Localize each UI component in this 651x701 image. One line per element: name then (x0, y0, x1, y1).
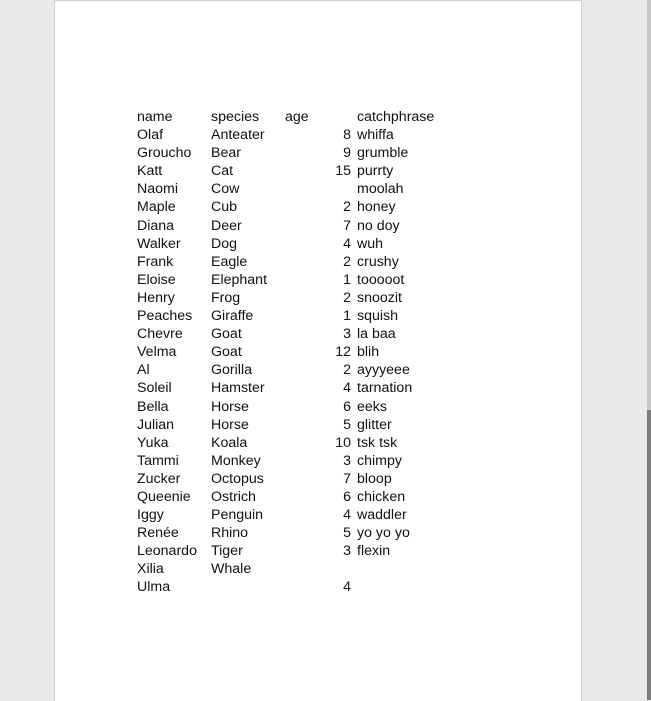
cell-species: Cat (211, 163, 234, 180)
cell-age: 6 (343, 488, 351, 505)
cell-species: Anteater (211, 127, 265, 144)
cell-name: Bella (137, 398, 169, 415)
cell-name: Chevre (137, 326, 183, 343)
cell-age: 6 (343, 398, 351, 415)
cell-catchphrase: crushy (357, 253, 399, 270)
cell-name: Henry (137, 289, 175, 306)
scrollbar[interactable] (647, 0, 651, 700)
cell-catchphrase: bloop (357, 470, 392, 487)
header-species: species (211, 109, 260, 125)
cell-species: Horse (211, 398, 249, 415)
cell-catchphrase: moolah (357, 181, 404, 198)
cell-name: Peaches (137, 308, 193, 325)
cell-catchphrase: honey (357, 199, 396, 216)
cell-species: Goat (211, 326, 242, 343)
cell-age: 2 (343, 253, 351, 270)
cell-species: Giraffe (211, 308, 254, 325)
cell-catchphrase: yo yo yo (357, 525, 410, 542)
cell-name: Renée (137, 525, 179, 542)
cell-name: Diana (137, 217, 175, 234)
cell-species: Octopus (211, 470, 264, 487)
cell-species: Deer (211, 217, 242, 234)
cell-species: Koala (211, 434, 248, 451)
cell-species: Dog (211, 235, 238, 252)
cell-age: 5 (343, 416, 351, 433)
cell-name: Iggy (137, 507, 164, 524)
cell-age: 9 (343, 145, 351, 162)
cell-name: Julian (137, 416, 175, 433)
cell-catchphrase: eeks (357, 398, 387, 415)
cell-name: Ulma (137, 579, 171, 596)
cell-name: Yuka (137, 434, 169, 451)
cell-age: 10 (335, 434, 351, 451)
cell-age: 1 (343, 271, 351, 288)
cell-age: 1 (343, 308, 351, 325)
cell-age: 7 (343, 470, 351, 487)
cell-catchphrase: whiffa (357, 127, 394, 144)
scrollbar-thumb[interactable] (647, 0, 651, 410)
cell-age: 3 (343, 326, 351, 343)
cell-catchphrase: chimpy (357, 452, 402, 469)
header-age: age (285, 109, 309, 125)
cell-age: 8 (343, 127, 351, 144)
cell-age: 2 (343, 362, 351, 379)
cell-age: 3 (343, 452, 351, 469)
cell-species: Rhino (211, 525, 249, 542)
cell-name: Eloise (137, 271, 176, 288)
cell-age: 2 (343, 289, 351, 306)
cell-age: 12 (335, 344, 351, 361)
cell-name: Velma (137, 344, 177, 361)
cell-catchphrase: snoozit (357, 289, 402, 306)
cell-age: 7 (343, 217, 351, 234)
cell-catchphrase: flexin (357, 543, 391, 560)
cell-species: Elephant (211, 271, 268, 288)
cell-name: Naomi (137, 181, 178, 198)
cell-name: Frank (137, 253, 174, 270)
cell-catchphrase: wuh (357, 235, 384, 252)
cell-species: Horse (211, 416, 249, 433)
cell-species: Penguin (211, 507, 264, 524)
cell-species: Cow (211, 181, 240, 198)
cell-name: Queenie (137, 488, 191, 505)
cell-name: Zucker (137, 470, 181, 487)
cell-catchphrase: grumble (357, 145, 409, 162)
cell-age: 2 (343, 199, 351, 216)
cell-name: Soleil (137, 380, 172, 397)
cell-age: 4 (343, 579, 351, 596)
cell-species: Frog (211, 289, 241, 306)
header-catchphrase: catchphrase (357, 109, 435, 125)
cell-age: 3 (343, 543, 351, 560)
cell-catchphrase: tooooot (357, 271, 405, 288)
cell-species: Bear (211, 145, 241, 162)
cell-catchphrase: purrty (357, 163, 394, 180)
cell-age: 5 (343, 525, 351, 542)
cell-name: Walker (137, 235, 181, 252)
cell-species: Monkey (211, 452, 261, 469)
cell-age: 4 (343, 380, 351, 397)
cell-species: Hamster (211, 380, 265, 397)
cell-catchphrase: la baa (357, 326, 396, 343)
cell-name: Leonardo (137, 543, 197, 560)
cell-catchphrase: chicken (357, 488, 406, 505)
document-page (54, 0, 582, 701)
cell-catchphrase: tsk tsk (357, 434, 398, 451)
cell-catchphrase: glitter (357, 416, 392, 433)
cell-name: Maple (137, 199, 176, 216)
cell-species: Cub (211, 199, 238, 216)
cell-name: Groucho (137, 145, 192, 162)
cell-catchphrase: waddler (357, 507, 407, 524)
cell-species: Gorilla (211, 362, 252, 379)
cell-catchphrase: ayyyeee (357, 362, 410, 379)
cell-species: Goat (211, 344, 242, 361)
cell-name: Olaf (137, 127, 164, 144)
cell-age: 15 (335, 163, 351, 180)
header-name: name (137, 109, 173, 125)
cell-age: 4 (343, 507, 351, 524)
cell-name: Al (137, 362, 150, 379)
cell-catchphrase: blih (357, 344, 380, 361)
cell-species: Whale (211, 561, 252, 578)
cell-name: Katt (137, 163, 163, 180)
cell-name: Xilia (137, 561, 164, 578)
cell-catchphrase: tarnation (357, 380, 413, 397)
cell-name: Tammi (137, 452, 179, 469)
cell-species: Ostrich (211, 488, 256, 505)
cell-age: 4 (343, 235, 351, 252)
cell-catchphrase: squish (357, 308, 399, 325)
cell-species: Eagle (211, 253, 248, 270)
cell-catchphrase: no doy (357, 217, 400, 234)
cell-species: Tiger (211, 543, 243, 560)
